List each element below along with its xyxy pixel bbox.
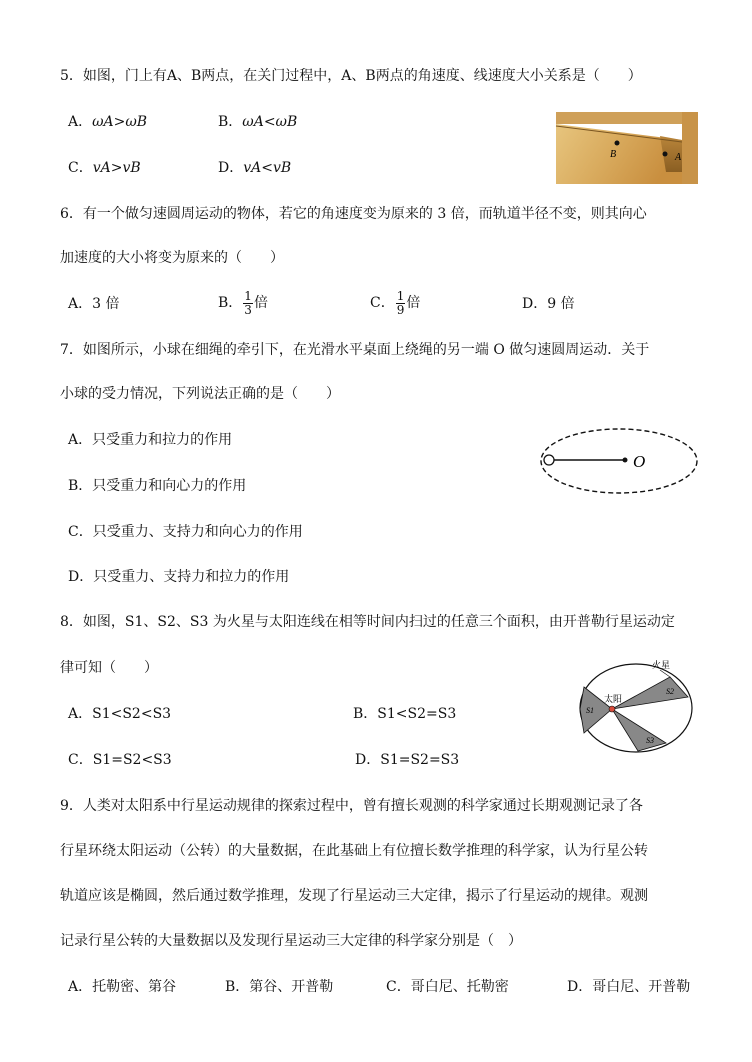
- q6-option-c-fraction: $\frac{1}{9}$: [396, 288, 405, 317]
- q5-stem: 5．如图，门上有A、B两点，在关门过程中，A、B两点的角速度、线速度大小关系是（ ）: [60, 68, 642, 84]
- ball: [544, 455, 554, 465]
- q9-option-b: B．第谷、开普勒: [225, 979, 334, 995]
- sector-s3: [612, 709, 666, 751]
- q5-option-c-text: vA>vB: [92, 160, 141, 176]
- point-b-dot: [615, 141, 620, 146]
- door-frame-right: [682, 112, 698, 184]
- circular-motion-figure: [540, 428, 702, 496]
- q7-option-a: A．只受重力和拉力的作用: [68, 432, 233, 448]
- s1-label: S1: [586, 706, 594, 715]
- sun-label: 太阳: [604, 695, 623, 705]
- door-figure: [556, 112, 698, 186]
- q7-option-c: C．只受重力、支持力和向心力的作用: [68, 524, 303, 540]
- sector-s2: [612, 677, 688, 709]
- q6-option-a: A．3 倍: [68, 296, 120, 312]
- q6-option-c: C． $\frac{1}{9}$ 倍: [370, 288, 421, 317]
- q5-option-d-text: vA<vB: [243, 160, 292, 176]
- q8-option-c: C．S1=S2<S3: [68, 752, 172, 768]
- sector-s1: [580, 687, 612, 733]
- center-dot: [623, 458, 628, 463]
- q5-option-b: B．ωA<ωB: [218, 114, 298, 130]
- q9-line3: 轨道应该是椭圆，然后通过数学推理，发现了行星运动三大定律，揭示了行星运动的规律。观测: [60, 888, 648, 904]
- q5-option-c: C．vA>vB: [68, 160, 141, 176]
- q9-option-d: D．哥白尼、开普勒: [567, 979, 691, 995]
- q8-stem-line1: 8．如图，S1、S2、S3 为火星与太阳连线在相等时间内扫过的任意三个面积，由开普勒行星运动定: [60, 614, 675, 630]
- door-frame-top: [556, 112, 698, 124]
- s3-label: S3: [646, 736, 654, 745]
- q5-option-b-text: ωA<ωB: [242, 114, 298, 130]
- sun-dot: [609, 706, 615, 712]
- q6-stem-line2: 加速度的大小将变为原来的（ ）: [60, 250, 284, 266]
- q8-option-a: A．S1<S2<S3: [68, 706, 172, 722]
- q7-option-d: D．只受重力、支持力和拉力的作用: [68, 569, 290, 585]
- planet-label: 火星: [652, 661, 671, 671]
- q7-option-b: B．只受重力和向心力的作用: [68, 478, 247, 494]
- center-label: O: [633, 452, 646, 471]
- point-b-label: B: [610, 149, 617, 160]
- q7-stem-line2: 小球的受力情况，下列说法正确的是（ ）: [60, 386, 340, 402]
- q9-line2: 行星环绕太阳运动（公转）的大量数据，在此基础上有位擅长数学推理的科学家，认为行星公转: [60, 843, 648, 859]
- orbit-ellipse: [541, 429, 697, 493]
- q5-option-a-text: ωA>ωB: [92, 114, 148, 130]
- q5-option-a: A．ωA>ωB: [68, 114, 148, 130]
- point-a-label: A: [675, 152, 682, 163]
- q6-option-b: B． $\frac{1}{3}$ 倍: [218, 288, 268, 317]
- q6-option-b-fraction: $\frac{1}{3}$: [244, 288, 252, 317]
- q9-line1: 9．人类对太阳系中行星运动规律的探索过程中，曾有擅长观测的科学家通过长期观测记录了各: [60, 798, 643, 814]
- q9-option-c: C．哥白尼、托勒密: [386, 979, 509, 995]
- point-a-dot: [663, 152, 668, 157]
- kepler-orbit-figure: [574, 655, 702, 755]
- q9-option-a: A．托勒密、第谷: [68, 979, 177, 995]
- q9-line4: 记录行星公转的大量数据以及发现行星运动三大定律的科学家分别是（ ）: [60, 933, 522, 949]
- q8-option-d: D．S1=S2=S3: [355, 752, 460, 768]
- q8-option-b: B．S1<S2=S3: [353, 706, 457, 722]
- q5-option-d: D．vA<vB: [218, 160, 292, 176]
- q8-stem-line2: 律可知（ ）: [60, 660, 158, 676]
- s2-label: S2: [666, 687, 674, 696]
- q6-option-d: D．9 倍: [522, 296, 575, 312]
- q6-stem-line1: 6．有一个做匀速圆周运动的物体，若它的角速度变为原来的 3 倍，而轨道半径不变，则其向心: [60, 206, 647, 222]
- q7-stem-line1: 7．如图所示，小球在细绳的牵引下，在光滑水平桌面上绕绳的另一端 O 做匀速圆周运动．关于: [60, 342, 650, 358]
